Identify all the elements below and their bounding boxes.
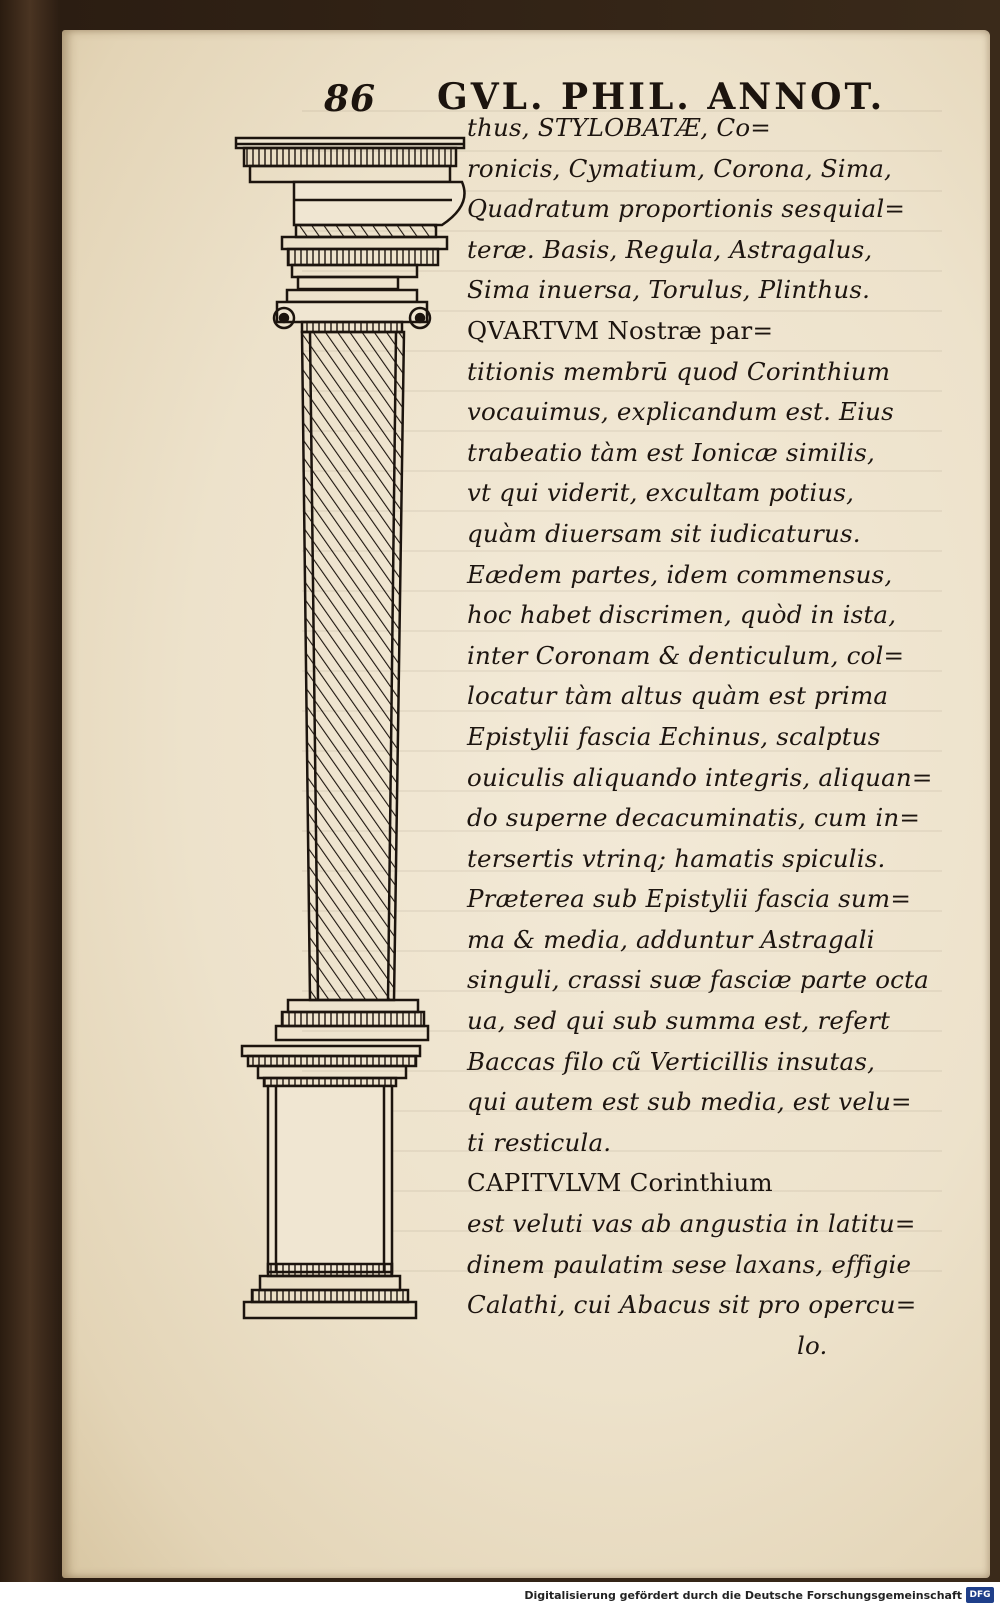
text-line: Baccas filo cũ Verticillis insutas, bbox=[467, 1046, 876, 1076]
text-line: hoc habet discrimen, quòd in ista, bbox=[467, 600, 897, 630]
text-line: quàm diuersam sit iudicaturus. bbox=[467, 518, 861, 548]
text-line: ronicis, Cymatium, Corona, Sima, bbox=[467, 153, 893, 183]
digitization-footer bbox=[0, 1582, 1000, 1610]
text-line: ua, sed qui sub summa est, refert bbox=[467, 1006, 891, 1036]
text-line: tersertis vtrinq; hamatis spiculis. bbox=[467, 843, 886, 873]
text-line: titionis membrū quod Corinthium bbox=[467, 356, 891, 386]
text-line: thus, STYLOBATÆ, Co= bbox=[467, 113, 772, 142]
text-line: lo. bbox=[797, 1330, 828, 1360]
running-head: GVL. PHIL. ANNOT. bbox=[437, 76, 886, 118]
dfg-logo: DFG bbox=[966, 1587, 994, 1603]
text-line: Præterea sub Epistylii fascia sum= bbox=[467, 884, 912, 914]
text-line: Eædem partes, idem commensus, bbox=[467, 559, 893, 589]
page-number: 86 bbox=[324, 78, 377, 120]
text-line: Quadratum proportionis sesquial= bbox=[467, 194, 906, 224]
text-line: ma & media, adduntur Astragali bbox=[467, 924, 875, 954]
text-line: singuli, crassi suæ fasciæ parte octa bbox=[467, 965, 929, 995]
text-line: Epistylii fascia Echinus, scalptus bbox=[467, 721, 881, 751]
text-line: locatur tàm altus quàm est prima bbox=[467, 681, 889, 711]
text-line: Sima inuersa, Torulus, Plinthus. bbox=[467, 275, 871, 305]
text-line: inter Coronam & denticulum, col= bbox=[467, 640, 905, 670]
funding-credit: Digitalisierung gefördert durch die Deutsche Forschungsgemeinschaft bbox=[524, 1589, 962, 1602]
text-line: Calathi, cui Abacus sit pro opercu= bbox=[467, 1290, 917, 1320]
text-line: teræ. Basis, Regula, Astragalus, bbox=[467, 234, 873, 264]
text-line: QVARTVM Nostræ par= bbox=[467, 315, 774, 345]
text-line: qui autem est sub media, est velu= bbox=[467, 1087, 912, 1117]
text-line: est veluti vas ab angustia in latitu= bbox=[467, 1209, 916, 1239]
book-page bbox=[62, 30, 990, 1578]
text-line: vocauimus, explicandum est. Eius bbox=[467, 397, 894, 427]
text-line: ti resticula. bbox=[467, 1127, 612, 1157]
latin-text-column bbox=[467, 108, 947, 1366]
text-line: ouiculis aliquando integris, aliquan= bbox=[467, 762, 933, 792]
text-line: dinem paulatim sese laxans, effigie bbox=[467, 1249, 912, 1279]
text-line: CAPITVLVM Corinthium bbox=[467, 1168, 773, 1198]
text-line: trabeatio tàm est Ionicæ similis, bbox=[467, 437, 876, 467]
text-line: do superne decacuminatis, cum in= bbox=[467, 803, 921, 833]
text-line: vt qui viderit, excultam potius, bbox=[467, 478, 855, 508]
